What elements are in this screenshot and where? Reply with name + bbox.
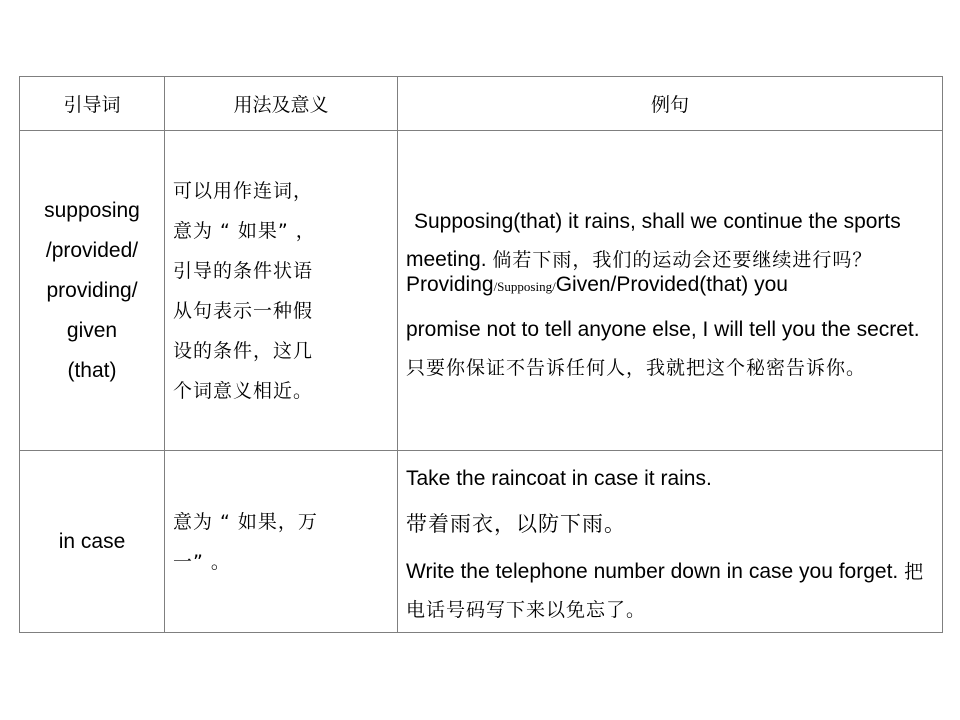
example-cell [398,131,943,451]
example-chinese: 把电话号码写下来以免忘了。 [406,560,925,621]
example-sentence [406,553,934,629]
example-chinese: 只要你保证不告诉任何人，我就把这个秘密告诉你。 [406,356,867,379]
word-line: given [66,318,118,342]
word-line: /provided/ [45,238,139,262]
grammar-table [19,76,943,633]
usage-line: 设的条件，这几 [173,339,314,362]
example-chinese: 带着雨衣，以防下雨。 [406,512,626,536]
usage-cell [165,131,398,451]
example-sentence [406,203,934,279]
example-english-rest: Given/Provided(that) you [555,272,788,296]
word-line: in case [58,529,126,553]
usage-line: 一” 。 [173,550,231,573]
table-header-row [20,77,943,131]
word-line: supposing [44,198,140,222]
word-line: (that) [67,358,117,382]
header-cell-example: 例句 [398,77,943,131]
word-cell [20,451,165,633]
example-english: Take the raincoat in case it rains. [406,466,712,490]
example-chinese: 倘若下雨，我们的运动会还要继续进行吗？ [492,248,873,271]
example-english-lead: Providing [406,272,494,296]
usage-line: 意为 “ 如果，万 [173,510,318,533]
table-row [20,131,943,451]
usage-line: 从句表示一种假 [173,299,314,322]
header-cell-usage: 用法及意义 [165,77,398,131]
example-cell [398,451,943,633]
usage-line: 个词意义相近。 [173,379,314,402]
example-english: Write the telephone number down in case you forget. [406,559,899,583]
word-cell [20,131,165,451]
usage-line: 意为 “ 如果” ， [173,219,316,242]
example-sentence [406,311,934,387]
word-line: providing/ [46,278,138,302]
usage-line: 可以用作连词， [173,179,314,202]
example-english: Supposing(that) it rains, shall we continue the sports meeting. [406,209,901,271]
example-english-small: /Supposing/ [493,278,556,294]
table-row [20,451,943,633]
usage-cell [165,451,398,633]
usage-line: 引导的条件状语 [173,259,314,282]
example-english: promise not to tell anyone else, I will tell you the secret. [406,317,920,341]
header-cell-word: 引导词 [20,77,165,131]
